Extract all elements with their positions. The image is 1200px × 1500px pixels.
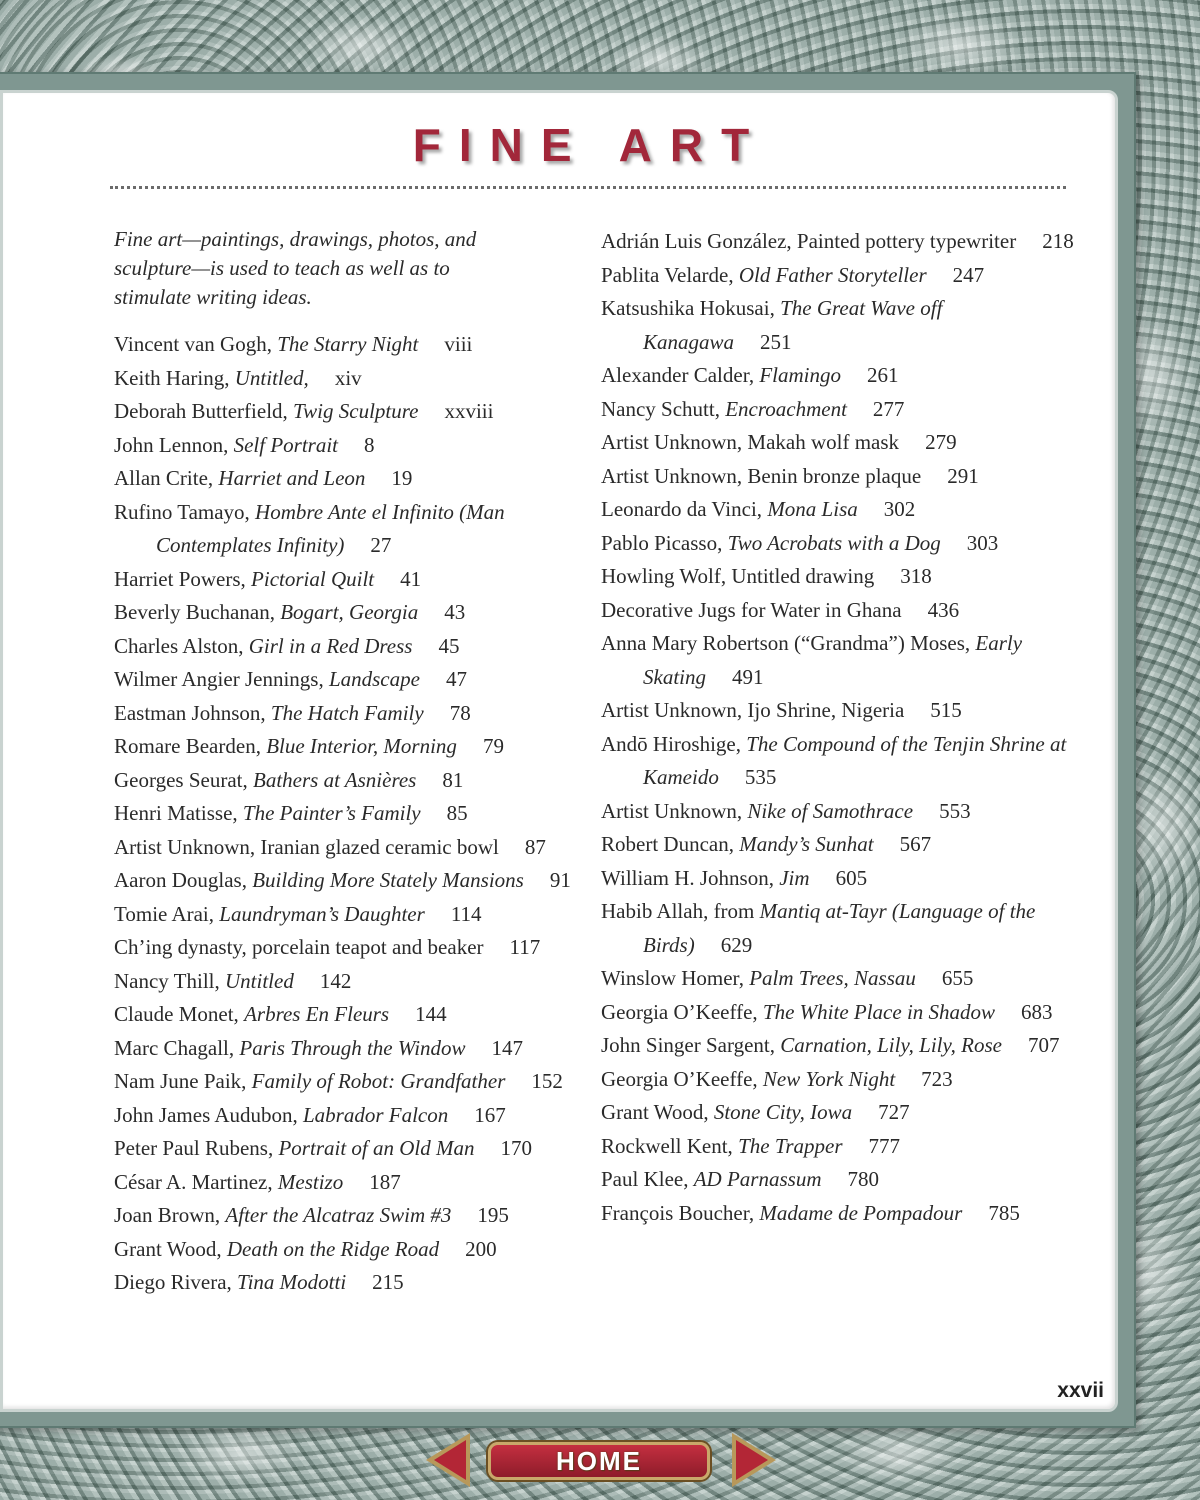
index-entry (114, 596, 584, 630)
entry-artist: Deborah Butterfield, (114, 399, 294, 423)
entry-work-title: Mona Lisa (767, 497, 858, 521)
index-entry (601, 862, 1081, 896)
entry-work-title: Death on the Ridge Road (226, 1236, 440, 1261)
entry-page-number: 187 (369, 1169, 401, 1194)
index-entry (114, 462, 584, 496)
entry-artist: Eastman Johnson, (114, 700, 271, 725)
entry-artist: Artist Unknown, Iranian glazed ceramic bowl (114, 834, 499, 859)
index-entry (114, 630, 584, 664)
index-entry (114, 831, 584, 865)
entry-artist: Habib Allah, from (601, 899, 760, 923)
entry-page-number: 655 (941, 966, 974, 990)
entry-work-title: Blue Interior, Morning (266, 734, 457, 758)
entry-page-number: 436 (927, 597, 960, 622)
index-entry (601, 1163, 1081, 1197)
dotted-divider (110, 186, 1066, 189)
index-entry (114, 931, 584, 965)
entry-work-title: Bogart, Georgia (280, 600, 419, 624)
entry-artist: François Boucher, (601, 1200, 760, 1225)
entry-artist: Paul Klee, (601, 1167, 694, 1191)
index-entry (601, 493, 1081, 527)
entry-page-number: 114 (450, 901, 482, 926)
entry-page-number: 567 (899, 832, 932, 856)
entry-page-number: 302 (883, 497, 916, 521)
entry-page-number: 167 (474, 1102, 506, 1127)
entry-page-number: 19 (391, 466, 413, 490)
index-entry (601, 292, 1081, 359)
entry-artist: Artist Unknown, Benin bronze plaque (601, 463, 922, 488)
page-number: xxvii (1057, 1379, 1104, 1402)
entry-page-number: 87 (524, 834, 546, 859)
entry-artist: Joan Brown, (114, 1203, 226, 1227)
entry-work-title: New York Night (762, 1066, 896, 1091)
index-entry (114, 797, 584, 831)
entry-page-number: 215 (372, 1270, 404, 1294)
entry-artist: Artist Unknown, Ijo Shrine, Nigeria (601, 698, 905, 722)
entry-work-title: Two Acrobats with a Dog (727, 530, 941, 555)
entry-work-title: Nike of Samothrace (747, 798, 914, 823)
entry-work-title: The Starry Night (277, 332, 419, 356)
entry-work-title: Untitled, (234, 365, 309, 390)
right-arrow-icon[interactable] (732, 1433, 776, 1487)
entry-artist: Adrián Luis González, Painted pottery typewriter (601, 229, 1017, 253)
entry-work-title: Girl in a Red Dress (248, 633, 413, 658)
entry-artist: Romare Bearden, (114, 734, 267, 758)
right-entry-list (601, 225, 1081, 1230)
entry-work-title: Paris Through the Window (239, 1035, 466, 1060)
index-entry (114, 1266, 584, 1300)
entry-page-number: 144 (415, 1002, 447, 1026)
entry-artist: Georgia O’Keeffe, (601, 1066, 763, 1091)
entry-artist: Artist Unknown, (601, 798, 748, 823)
entry-artist: Georgia O’Keeffe, (601, 999, 763, 1024)
entry-page-number: 81 (442, 767, 464, 792)
index-entry (114, 764, 584, 798)
index-entry (601, 460, 1081, 494)
left-arrow-icon[interactable] (426, 1433, 470, 1487)
entry-work-title: Arbres En Fleurs (244, 1002, 390, 1026)
entry-page-number: 170 (500, 1136, 532, 1160)
entry-page-number: 291 (947, 463, 979, 488)
index-entry (114, 395, 584, 429)
entry-work-title: The Great Wave off Kanagawa (643, 296, 943, 354)
entry-page-number: xxviii (444, 399, 494, 423)
entry-artist: Howling Wolf, Untitled drawing (601, 564, 875, 588)
left-entry-list (114, 328, 584, 1300)
index-entry (601, 1096, 1081, 1130)
index-entry (114, 1166, 584, 1200)
index-entry (601, 1197, 1081, 1231)
entry-page-number: 8 (364, 432, 375, 457)
entry-page-number: 707 (1027, 1033, 1060, 1057)
entry-work-title: The Trapper (738, 1133, 843, 1158)
index-entry (114, 730, 584, 764)
index-entry (601, 426, 1081, 460)
entry-artist: Peter Paul Rubens, (114, 1136, 279, 1160)
index-entry (601, 828, 1081, 862)
entry-page-number: 279 (925, 430, 957, 454)
entry-artist: Pablo Picasso, (601, 530, 728, 555)
entry-work-title: Mantiq at-Tayr (Language of the Birds) (643, 899, 1036, 957)
entry-artist: Charles Alston, (114, 633, 249, 658)
entry-work-title: Landscape (328, 667, 420, 691)
index-entry (114, 1065, 584, 1099)
entry-page-number: 515 (930, 698, 962, 722)
entry-artist: Allan Crite, (114, 466, 219, 490)
index-entry (601, 1130, 1081, 1164)
entry-page-number: 147 (491, 1035, 524, 1060)
entry-page-number: 780 (847, 1167, 879, 1191)
index-entry (114, 1032, 584, 1066)
entry-artist: Leonardo da Vinci, (601, 497, 768, 521)
entry-artist: Winslow Homer, (601, 966, 750, 990)
entry-work-title: Self Portrait (233, 432, 338, 457)
index-entry (114, 898, 584, 932)
index-entry (601, 259, 1081, 293)
index-entry (114, 563, 584, 597)
entry-work-title: Twig Sculpture (293, 399, 419, 423)
index-entry (601, 1063, 1081, 1097)
entry-page-number: viii (444, 332, 473, 356)
entry-page-number: 85 (446, 801, 468, 825)
entry-work-title: AD Parnassum (693, 1167, 822, 1191)
entry-artist: Georges Seurat, (114, 767, 253, 792)
entry-artist: Ch’ing dynasty, porcelain teapot and beaker (114, 935, 484, 959)
entry-artist: William H. Johnson, (601, 865, 780, 890)
entry-page-number: 251 (760, 329, 792, 354)
entry-work-title: Harriet and Leon (218, 466, 366, 490)
entry-page-number: 195 (477, 1203, 509, 1227)
entry-page-number: 683 (1021, 999, 1053, 1024)
entry-artist: Nancy Schutt, (601, 396, 726, 421)
index-entry (114, 429, 584, 463)
index-entry (601, 560, 1081, 594)
entry-page-number: 318 (900, 564, 932, 588)
entry-work-title: Madame de Pompadour (759, 1200, 963, 1225)
index-entry (114, 1199, 584, 1233)
home-button[interactable]: HOME (488, 1442, 710, 1480)
index-entry (601, 728, 1081, 795)
entry-artist: César A. Martinez, (114, 1169, 278, 1194)
entry-artist: Nam June Paik, (114, 1069, 252, 1093)
entry-work-title: Encroachment (725, 396, 847, 421)
index-entry (601, 225, 1081, 259)
entry-page-number: 27 (370, 533, 392, 557)
entry-artist: Robert Duncan, (601, 832, 740, 856)
entry-page-number: 535 (744, 765, 777, 789)
index-entry (114, 496, 584, 563)
entry-page-number: 117 (509, 935, 541, 959)
index-entry (601, 996, 1081, 1030)
entry-work-title: After the Alcatraz Swim #3 (225, 1203, 452, 1227)
page-navigation (426, 1430, 776, 1490)
entry-page-number: 91 (549, 868, 571, 892)
entry-page-number: 152 (531, 1069, 563, 1093)
entry-work-title: Building More Stately Mansions (252, 868, 524, 892)
index-entry (601, 795, 1081, 829)
entry-artist: John James Audubon, (114, 1102, 303, 1127)
entry-artist: Alexander Calder, (601, 363, 760, 387)
entry-work-title: Labrador Falcon (303, 1102, 449, 1127)
entry-work-title: Pictorial Quilt (251, 566, 375, 591)
index-entry (601, 962, 1081, 996)
entry-page-number: 777 (868, 1133, 900, 1158)
entry-page-number: 629 (720, 932, 753, 957)
entry-artist: Decorative Jugs for Water in Ghana (601, 597, 902, 622)
entry-work-title: Mestizo (277, 1169, 344, 1194)
entry-artist: Rockwell Kent, (601, 1133, 739, 1158)
left-column (114, 225, 584, 1300)
entry-page-number: 78 (449, 700, 471, 725)
index-entry (601, 627, 1081, 694)
entry-artist: Grant Wood, (114, 1236, 227, 1261)
index-entry (114, 328, 584, 362)
entry-artist: Wilmer Angier Jennings, (114, 667, 329, 691)
entry-work-title: Palm Trees, Nassau (749, 966, 916, 990)
entry-work-title: Portrait of an Old Man (278, 1136, 475, 1160)
index-entry (114, 1132, 584, 1166)
entry-artist: Nancy Thill, (114, 968, 226, 993)
entry-artist: Marc Chagall, (114, 1035, 240, 1060)
entry-page-number: 47 (445, 667, 467, 691)
entry-work-title: Early Skating (643, 631, 1023, 689)
index-entry (601, 1029, 1081, 1063)
entry-page-number: 553 (939, 798, 971, 823)
entry-page-number: 605 (835, 865, 868, 890)
index-entry (114, 362, 584, 396)
entry-work-title: Untitled (225, 968, 294, 993)
intro-text: Fine art—paintings, drawings, photos, and sculpture—is used to teach as well as to stimulate writing ideas. (114, 227, 477, 309)
entry-artist: Harriet Powers, (114, 566, 252, 591)
index-entry (114, 1233, 584, 1267)
entry-artist: Anna Mary Robertson (“Grandma”) Moses, (601, 631, 976, 655)
entry-artist: Grant Wood, (601, 1100, 714, 1124)
entry-page-number: 200 (465, 1236, 497, 1261)
entry-page-number: 277 (872, 396, 905, 421)
entry-work-title: Stone City, Iowa (713, 1100, 853, 1124)
entry-work-title: Mandy’s Sunhat (739, 832, 874, 856)
entry-artist: Vincent van Gogh, (114, 332, 278, 356)
entry-page-number: 43 (444, 600, 466, 624)
index-entry (114, 1099, 584, 1133)
entry-work-title: Flamingo (759, 363, 842, 387)
entry-page-number: xiv (334, 365, 362, 390)
entry-page-number: 142 (319, 968, 352, 993)
entry-work-title: Hombre Ante el Infinito (Man Contemplates Infinity) (156, 499, 505, 557)
entry-work-title: Laundryman’s Daughter (219, 901, 425, 926)
entry-artist: John Lennon, (114, 432, 234, 457)
entry-work-title: Bathers at Asnières (253, 767, 417, 792)
index-entry (114, 998, 584, 1032)
entry-artist: Henri Matisse, (114, 801, 243, 825)
entry-page-number: 785 (988, 1200, 1020, 1225)
entry-work-title: The White Place in Shadow (762, 999, 996, 1024)
entry-work-title: Old Father Storyteller (738, 262, 927, 287)
entry-page-number: 218 (1042, 229, 1074, 253)
index-entry (114, 965, 584, 999)
entry-work-title: Carnation, Lily, Lily, Rose (780, 1033, 1002, 1057)
entry-page-number: 491 (732, 664, 764, 689)
entry-artist: Artist Unknown, Makah wolf mask (601, 430, 900, 454)
entry-work-title: Tina Modotti (237, 1270, 347, 1294)
index-entry (114, 663, 584, 697)
index-entry (114, 864, 584, 898)
index-entry (114, 697, 584, 731)
index-entry (601, 359, 1081, 393)
entry-page-number: 727 (878, 1100, 910, 1124)
entry-artist: Rufino Tamayo, (114, 499, 256, 524)
entry-artist: Aaron Douglas, (114, 868, 253, 892)
entry-artist: Pablita Velarde, (601, 262, 739, 287)
entry-artist: Beverly Buchanan, (114, 600, 281, 624)
entry-page-number: 45 (438, 633, 460, 658)
entry-page-number: 723 (921, 1066, 953, 1091)
entry-work-title: The Painter’s Family (242, 801, 421, 825)
entry-work-title: Jim (779, 865, 810, 890)
entry-artist: Tomie Arai, (114, 901, 220, 926)
entry-page-number: 41 (400, 566, 422, 591)
entry-page-number: 303 (966, 530, 999, 555)
entry-page-number: 247 (952, 262, 985, 287)
entry-work-title: Family of Robot: Grandfather (251, 1069, 506, 1093)
right-column (601, 225, 1081, 1230)
entry-page-number: 79 (482, 734, 504, 758)
entry-work-title: The Compound of the Tenjin Shrine at Kameido (643, 731, 1067, 789)
index-entry (601, 694, 1081, 728)
entry-artist: Diego Rivera, (114, 1270, 238, 1294)
index-entry (601, 393, 1081, 427)
index-entry (601, 895, 1081, 962)
entry-artist: Katsushika Hokusai, (601, 296, 781, 320)
page-title: FINE ART (412, 119, 768, 171)
entry-artist: Keith Haring, (114, 365, 235, 390)
entry-page-number: 261 (867, 363, 899, 387)
entry-artist: Andō Hiroshige, (601, 731, 747, 756)
entry-artist: John Singer Sargent, (601, 1033, 781, 1057)
index-entry (601, 594, 1081, 628)
entry-work-title: The Hatch Family (270, 700, 424, 725)
index-entry (601, 527, 1081, 561)
entry-artist: Claude Monet, (114, 1002, 245, 1026)
